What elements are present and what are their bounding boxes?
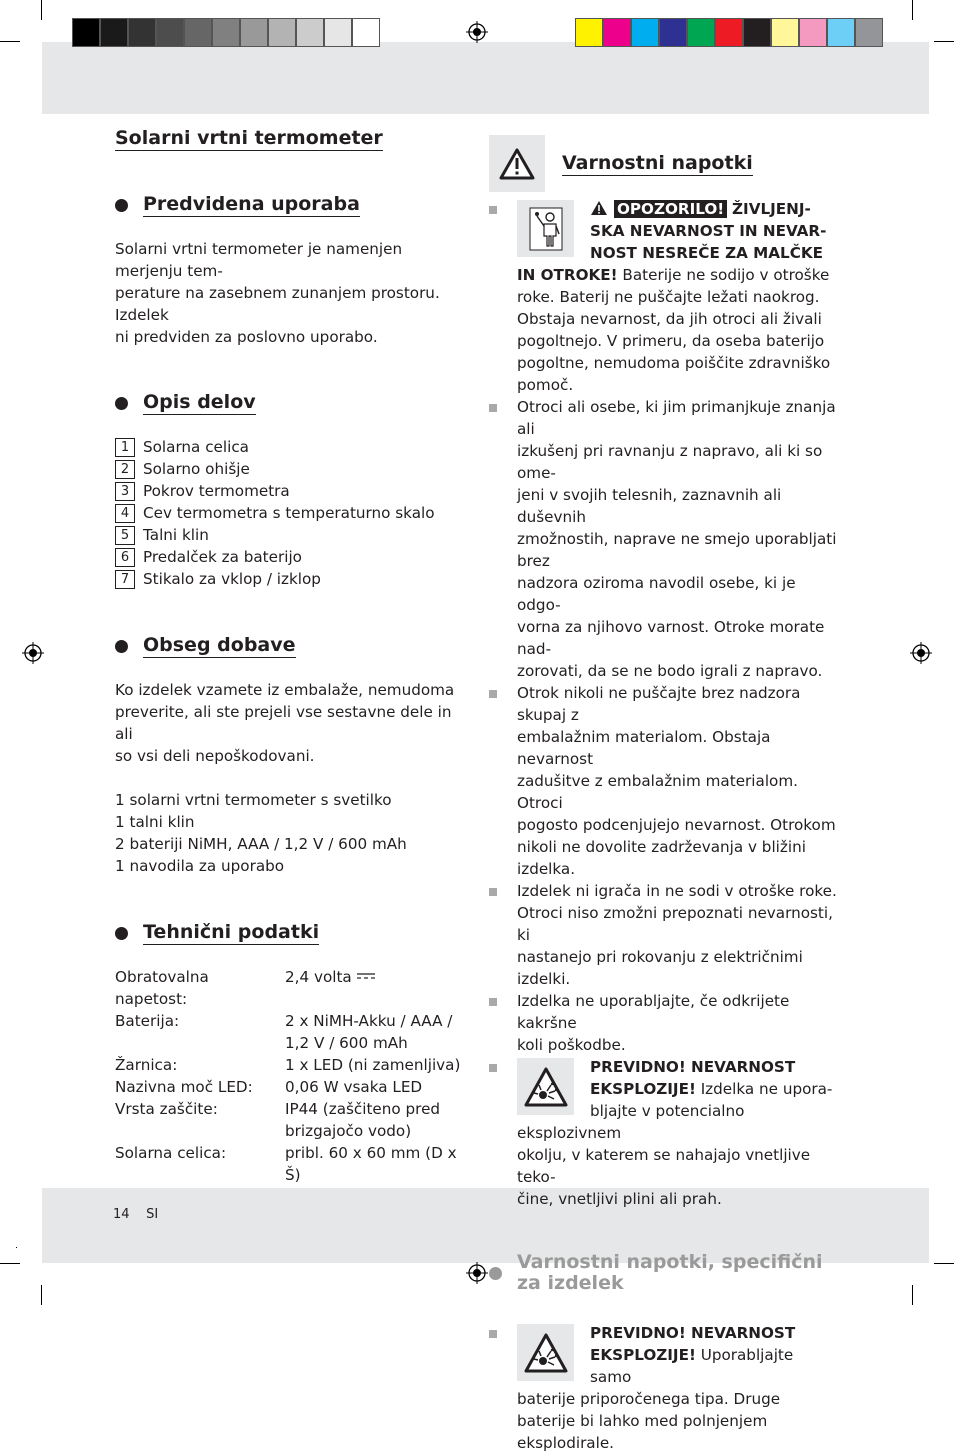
left-column: [115, 127, 465, 1186]
warning-item-children: [489, 198, 839, 396]
part-number: 7: [115, 570, 135, 589]
gray-swatch: [352, 18, 380, 47]
bullet-square-icon: [489, 888, 497, 896]
part-label: Pokrov termometra: [143, 482, 290, 500]
safety-heading: Varnostni napotki: [562, 151, 753, 174]
gray-swatch: [296, 18, 324, 47]
gray-swatch: [100, 18, 128, 47]
warning-triangle-tile: [489, 135, 545, 192]
gray-swatch: [240, 18, 268, 47]
registration-mark-icon: [466, 21, 488, 43]
heading-text: Varnostni napotki, specifični za izdelek: [517, 1251, 823, 1294]
header-band: [42, 42, 929, 114]
table-row: [115, 1054, 465, 1076]
warning-item-explosion-2: [489, 1322, 839, 1454]
color-swatch: [827, 18, 855, 47]
bullet-square-icon: [489, 1330, 497, 1338]
explosion-body-text: Izdelka ne upora- bljajte v potencialno eksplozivnem okolju, v katerem se nahajajo vnetljive teko- čine, vnetljivi plini ali prah.: [517, 1080, 833, 1208]
part-number: 1: [115, 438, 135, 457]
list-item: [115, 502, 465, 524]
table-row: [115, 1010, 465, 1054]
dc-symbol-icon: [357, 972, 375, 980]
bullet-square-icon: [489, 998, 497, 1006]
spec-key: Vrsta zaščite:: [115, 1100, 218, 1118]
spec-table: [115, 966, 465, 1186]
spec-key: Baterija:: [115, 1012, 180, 1030]
color-swatch: [631, 18, 659, 47]
obseg-intro: Ko izdelek vzamete iz embalaže, nemudoma preverite, ali ste prejeli vse sestavne dele in ali so vsi deli nepoškodovani.: [115, 681, 455, 765]
spec-value: 2,4 volta: [285, 966, 375, 1010]
gray-swatch: [156, 18, 184, 47]
list-item: [489, 682, 839, 880]
grayscale-color-bar: [72, 18, 380, 47]
part-number: 2: [115, 460, 135, 479]
predvidena-text: Solarni vrtni termometer je namenjen merjenju tem- perature na zasebnem zunanjem prostoru. Izdelek ni predviden za poslovno uporabo.: [115, 240, 440, 346]
color-swatch: [715, 18, 743, 47]
language-code: SI: [146, 1207, 159, 1222]
warning-heading-text: ŽIVLJENJ- SKA NEVARNOST IN NEVAR- NOST NESREČE ZA MALČKE IN OTROKE!: [517, 200, 827, 284]
spec-key: Nazivna moč LED:: [115, 1078, 253, 1096]
explosion-warning-tile: [517, 1058, 574, 1115]
gray-swatch: [128, 18, 156, 47]
list-item: [115, 436, 465, 458]
bullet-square-icon: [489, 1064, 497, 1072]
child-pictogram-icon: [526, 206, 566, 252]
list-item: [115, 480, 465, 502]
list-item: [489, 990, 839, 1056]
section-heading-opis: [115, 391, 465, 415]
list-item: 2 bateriji NiMH, AAA / 1,2 V / 600 mAh: [115, 835, 407, 853]
warning-label-badge: OPOZORILO!: [614, 200, 727, 218]
bullet-text: Izdelka ne uporabljajte, če odkrijete kakršne koli poškodbe.: [517, 992, 790, 1054]
process-color-bar: [575, 18, 883, 47]
explosion-hazard-icon: [523, 1066, 569, 1108]
section-heading-tehnicni: [115, 921, 465, 945]
part-label: Cev termometra s temperaturno skalo: [143, 504, 435, 522]
bullet-dot-icon: [489, 1267, 502, 1280]
list-item: 1 solarni vrtni termometer s svetilko: [115, 791, 392, 809]
gray-swatch: [72, 18, 100, 47]
spec-key: Solarna celica:: [115, 1144, 227, 1162]
spec-value: 1 x LED (ni zamenljiva): [285, 1056, 461, 1074]
registration-mark-icon: [910, 642, 932, 664]
part-number: 5: [115, 526, 135, 545]
spec-value: 2 x NiMH-Akku / AAA / 1,2 V / 600 mAh: [285, 1012, 453, 1052]
heading-text: Obseg dobave: [143, 634, 296, 656]
registration-mark-icon: [22, 642, 44, 664]
part-label: Talni klin: [143, 526, 209, 544]
list-item: [115, 458, 465, 480]
color-swatch: [603, 18, 631, 47]
spec-value: 0,06 W vsaka LED: [285, 1078, 423, 1096]
gray-swatch: [324, 18, 352, 47]
delivery-list: [115, 789, 465, 877]
bullet-dot-icon: [115, 397, 128, 410]
warning-body-text: Baterije ne sodijo v otroške roke. Baterij ne puščajte ležati naokrog. Obstaja nevarnost, da jih otroci ali živali pogoltnejo. V primeru, da oseba baterijo pogoltne, nemudoma poiščite zdravniško pomoč.: [517, 266, 831, 394]
part-label: Solarna celica: [143, 438, 249, 456]
part-label: Stikalo za vklop / izklop: [143, 570, 321, 588]
page-footer: [113, 1207, 158, 1222]
warning-triangle-icon: [498, 147, 536, 181]
spec-value: IP44 (zaščiteno pred brizgajočo vodo): [285, 1100, 441, 1140]
color-swatch: [743, 18, 771, 47]
list-item: [115, 546, 465, 568]
spec-key: Žarnica:: [115, 1056, 178, 1074]
gray-swatch: [184, 18, 212, 47]
list-item: [115, 524, 465, 546]
bullet-dot-icon: [115, 640, 128, 653]
warning-item-explosion: [489, 1056, 839, 1210]
bullet-dot-icon: [115, 199, 128, 212]
explosion-warning-tile: [517, 1324, 574, 1381]
section-heading-obseg: [115, 634, 465, 658]
color-swatch: [799, 18, 827, 47]
right-column: [489, 135, 839, 1454]
registration-mark-icon: [466, 1262, 488, 1284]
explosion-body-text: Uporabljajte samo baterije priporočenega tipa. Druge baterije bi lahko med polnjenjem eksplodirale.: [517, 1346, 794, 1452]
table-row: [115, 1142, 465, 1186]
heading-text: Tehnični podatki: [143, 921, 320, 943]
spec-value: pribl. 60 x 60 mm (D x Š): [285, 1144, 457, 1184]
section-heading-predvidena: [115, 193, 465, 217]
document-title: Solarni vrtni termometer: [115, 127, 383, 149]
bullet-text: Otroci ali osebe, ki jim primanjkuje znanja ali izkušenj pri ravnanju z napravo, ali ki so ome- jeni v svojih telesnih, zaznavnih ali duševnih zmožnostih, naprave ne smejo uporabljati brez nadzora oziroma navodil osebe, ki je odgo- vorna za njihovo varnost. Otroke morate nad- zorovati, da se ne bodo igrali z napravo.: [517, 398, 837, 680]
part-number: 3: [115, 482, 135, 501]
explosion-hazard-icon: [523, 1332, 569, 1374]
heading-text: Opis delov: [143, 391, 256, 413]
heading-text: Predvidena uporaba: [143, 193, 360, 215]
list-item: 1 navodila za uporabo: [115, 857, 285, 875]
color-swatch: [771, 18, 799, 47]
parts-list: [115, 436, 465, 590]
safety-header: [489, 135, 839, 192]
part-number: 6: [115, 548, 135, 567]
part-label: Predalček za baterijo: [143, 548, 302, 566]
table-row: [115, 1098, 465, 1142]
table-row: [115, 966, 465, 1010]
part-number: 4: [115, 504, 135, 523]
gray-swatch: [212, 18, 240, 47]
list-item: [115, 568, 465, 590]
bullet-square-icon: [489, 404, 497, 412]
color-swatch: [687, 18, 715, 47]
section-heading-specificni: [489, 1252, 839, 1295]
warning-triangle-small-icon: [590, 200, 608, 216]
bullet-text: Izdelek ni igrača in ne sodi v otroške roke. Otroci niso zmožni prepoznati nevarnosti, ki nastanejo pri rokovanju z električnimi izdelki.: [517, 882, 837, 988]
bullet-dot-icon: [115, 927, 128, 940]
color-swatch: [575, 18, 603, 47]
bullet-text: Otrok nikoli ne puščajte brez nadzora skupaj z embalažnim materialom. Obstaja nevarnost zadušitve z embalažnim materialom. Otroci pogosto podcenjujejo nevarnost. Otrokom nikoli ne dovolite zadrževanja v bližini izdelka.: [517, 684, 836, 878]
color-swatch: [659, 18, 687, 47]
color-swatch: [855, 18, 883, 47]
part-label: Solarno ohišje: [143, 460, 250, 478]
bullet-square-icon: [489, 690, 497, 698]
list-item: [489, 880, 839, 990]
spec-key: Obratovalna napetost:: [115, 968, 209, 1008]
table-row: [115, 1076, 465, 1098]
list-item: 1 talni klin: [115, 813, 195, 831]
explosion-heading-text: PREVIDNO! NEVARNOST EKSPLOZIJE!: [590, 1058, 796, 1098]
bullet-square-icon: [489, 206, 497, 214]
page-number: 14: [113, 1207, 130, 1222]
list-item: [489, 396, 839, 682]
explosion-heading-text: PREVIDNO! NEVARNOST EKSPLOZIJE!: [590, 1324, 796, 1364]
gray-swatch: [268, 18, 296, 47]
child-warning-tile: [517, 200, 574, 257]
